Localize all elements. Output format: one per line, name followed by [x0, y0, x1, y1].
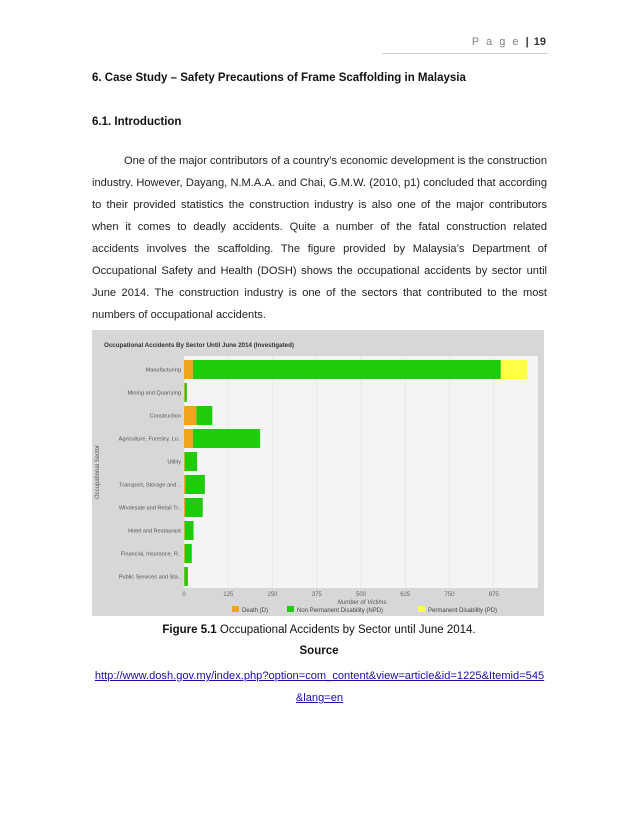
page-number: 19 — [533, 36, 546, 48]
x-axis-title: Number of Victims — [337, 600, 387, 606]
subsection-heading: 6.1. Introduction — [92, 116, 182, 128]
figure-caption — [0, 624, 638, 636]
y-category-label: Transport, Storage and .. — [119, 482, 181, 489]
x-tick-label: 625 — [400, 592, 411, 598]
y-category-label: Wholesale and Retail Tr.. — [118, 505, 181, 512]
legend-label-death: Death (D) — [242, 608, 269, 614]
legend-label-npd: Non Permanent Disability (NPD) — [297, 608, 384, 614]
legend-label-pd: Permanent Disability (PD) — [428, 608, 498, 614]
x-tick-label: 375 — [311, 592, 322, 598]
x-tick-label: 875 — [488, 592, 499, 598]
page-separator: | — [525, 36, 529, 48]
y-category-label: Financial, Insurance, R.. — [120, 551, 181, 558]
source-link[interactable]: http://www.dosh.gov.my/index.php?option=com_content&view=article&id=1225&Itemid=545&lang=en — [94, 670, 545, 704]
y-category-label: Hotel and Restaurant — [128, 528, 181, 535]
y-category-label: Agriculture, Forestry, Lo.. — [118, 436, 181, 443]
x-tick-label: 500 — [355, 592, 367, 598]
x-tick-label: 125 — [223, 592, 234, 598]
y-category-label: Construction — [149, 413, 181, 420]
y-category-label: Mining and Quarrying — [127, 390, 181, 397]
header-rule — [382, 53, 548, 54]
x-tick-label: 0 — [182, 592, 186, 598]
figure-caption-text: Occupational Accidents by Sector until June 2014. — [219, 624, 476, 636]
figure-caption-label: Figure 5.1 — [162, 624, 217, 636]
x-tick-label: 750 — [444, 592, 455, 598]
chart-title: Occupational Accidents By Sector Until June 2014 (Investigated) — [104, 342, 294, 349]
intro-paragraph: One of the major contributors of a country’s economic development is the construction industry. However, Dayang, N.M.A.A. and Chai, G.M.W. (2010, p1) concluded that according to their provided statistics the construction industry is also one of the major contributors when it comes to deadly accidents. Quite a number of the fatal construction related accidents involves the scaffolding. The figure provided by Malaysia’s Department of Occupational Safety and Health (DOSH) shows the occupational accidents by sector until June 2014. The construction industry is one of the sectors that contributed to the most numbers of occupational accidents. — [92, 155, 547, 321]
source-label: Source — [299, 645, 339, 657]
page-label: P a g e — [471, 36, 521, 48]
y-axis-title: Occupational Sector — [95, 444, 101, 500]
page-header — [472, 36, 546, 48]
y-category-label: Manufacturing — [145, 367, 181, 374]
y-category-label: Public Services and Sta.. — [118, 574, 181, 581]
section-heading: 6. Case Study – Safety Precautions of Frame Scaffolding in Malaysia — [92, 72, 466, 84]
y-category-label: Utility — [167, 459, 181, 466]
x-tick-label: 250 — [267, 592, 278, 598]
figure-frame — [92, 330, 544, 616]
